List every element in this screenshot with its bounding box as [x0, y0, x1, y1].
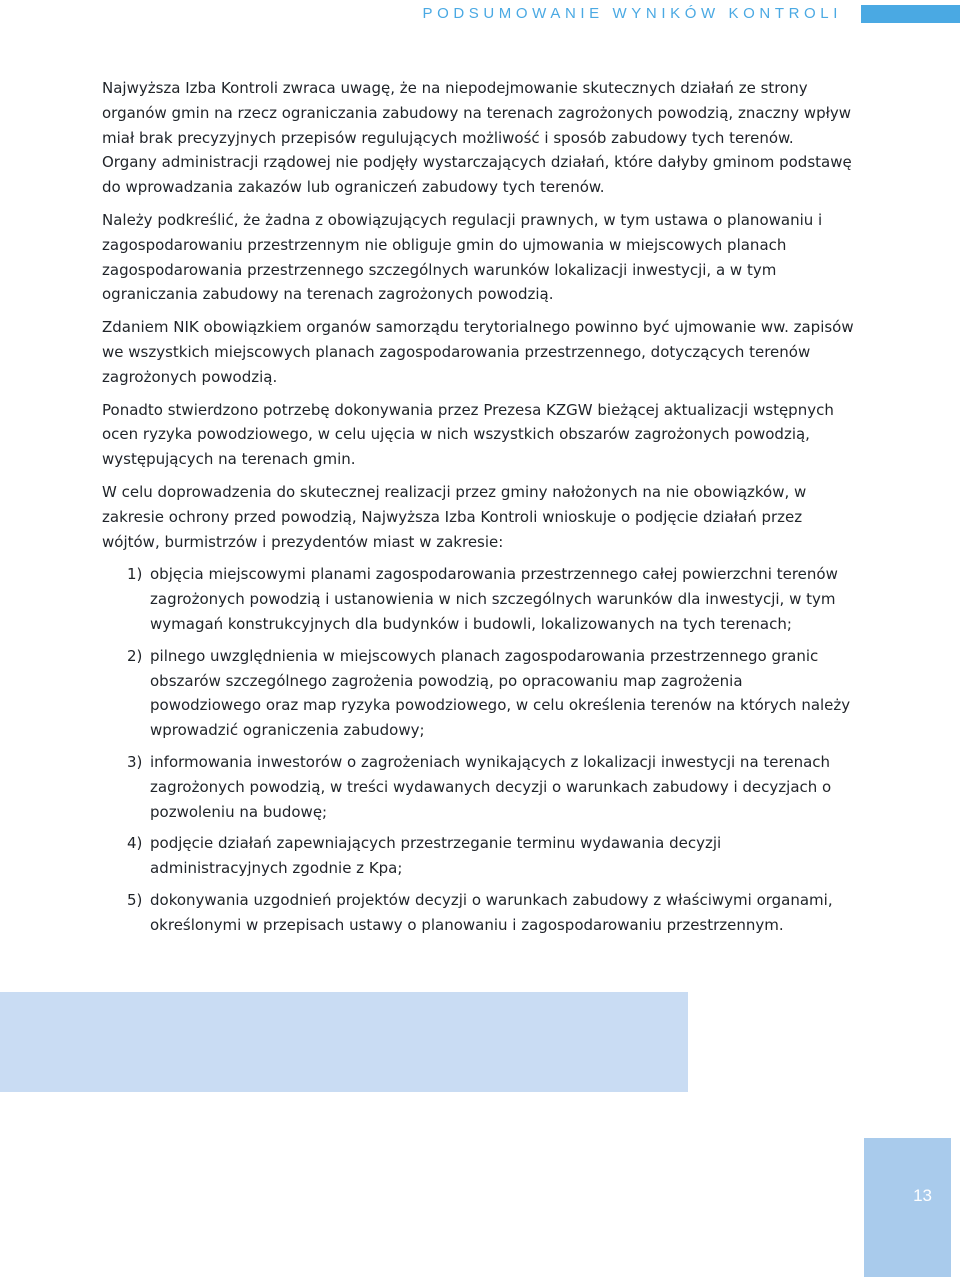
list-item-text: dokonywania uzgodnień projektów decyzji o warunkach zabudowy z właściwymi organami, określonymi w przepisach ustawy o planowaniu i zagospodarowaniu przestrzennym.: [150, 890, 833, 934]
list-item: [102, 750, 858, 824]
list-item-number: 3): [127, 752, 143, 771]
page-number: 13: [913, 1186, 932, 1205]
list-item-number: 4): [127, 834, 143, 853]
request-list: [102, 562, 858, 937]
list-item: [102, 888, 858, 938]
paragraph-nik-opinion: Zdaniem NIK obowiązkiem organów samorządu terytorialnego powinno być ujmowanie ww. zapisów we wszystkich miejscowych planach zagospodarowania przestrzennego, dotyczących terenów zagrożonych powodzią.: [102, 318, 854, 386]
list-item-number: 2): [127, 646, 143, 665]
footer-note-box: [0, 992, 688, 1092]
paragraph-government-bodies: Organy administracji rządowej nie podjęły wystarczających działań, które dałyby gminom podstawę do wprowadzania zakazów lub ograniczeń zabudowy tych terenów.: [102, 153, 852, 197]
list-item-text: informowania inwestorów o zagrożeniach wynikających z lokalizacji inwestycji na terenach zagrożonych powodzią, w treści wydawanych decyzji o warunkach zabudowy i decyzjach o pozwoleniu na budowę;: [150, 752, 832, 821]
document-body: [102, 76, 858, 945]
list-item-text: objęcia miejscowymi planami zagospodarowania przestrzennego całej powierzchni terenów zagrożonych powodzią i ustanowienia w nich szczególnych warunków dla inwestycji, w tym wymagań konstrukcyjnych dla budynków i budowli, lokalizowanych na tych terenach;: [150, 565, 838, 633]
page-number-tab: [864, 1138, 951, 1277]
running-header: PODSUMOWANIE WYNIKÓW KONTROLI: [422, 5, 842, 22]
list-item: [102, 644, 858, 743]
list-item-number: 1): [127, 565, 143, 584]
paragraph-nik-remark: Najwyższa Izba Kontroli zwraca uwagę, że na niepodejmowanie skutecznych działań ze strony organów gmin na rzecz ograniczania zabudowy na terenach zagrożonych powodzią, znaczny wpływ miał brak precyzyjnych przepisów regulujących możliwość i sposób zabudowy tych terenów.: [102, 79, 851, 147]
list-item: [102, 831, 858, 881]
paragraph-kzgw-update: Ponadto stwierdzono potrzebę dokonywania przez Prezesa KZGW bieżącej aktualizacji wstępnych ocen ryzyka powodziowego, w celu ujęcia w nich wszystkich obszarów zagrożonych powodzią, występujących na terenach gmin.: [102, 400, 834, 469]
paragraph-legal-regulations: Należy podkreślić, że żadna z obowiązujących regulacji prawnych, w tym ustawa o planowaniu i zagospodarowaniu przestrzennym nie obliguje gmin do ujmowania w miejscowych planach zagospodarowania przestrzennego szczególnych warunków lokalizacji inwestycji, a w tym ograniczania zabudowy na terenach zagrożonych powodzią.: [102, 210, 823, 304]
paragraph-request-intro: W celu doprowadzenia do skutecznej realizacji przez gminy nałożonych na nie obowiązków, w zakresie ochrony przed powodzią, Najwyższa Izba Kontroli wnioskuje o podjęcie działań przez wójtów, burmistrzów i prezydentów miast w zakresie:: [102, 482, 807, 551]
list-item-number: 5): [127, 890, 143, 909]
list-item: [102, 562, 858, 636]
list-item-text: podjęcie działań zapewniających przestrzeganie terminu wydawania decyzji administracyjnych zgodnie z Kpa;: [150, 834, 722, 878]
list-item-text: pilnego uwzględnienia w miejscowych planach zagospodarowania przestrzennego granic obszarów szczególnego zagrożenia powodzią, po opracowaniu map zagrożenia powodziowego oraz map ryzyka powodziowego, w celu określenia terenów na których należy wprowadzić ograniczenia zabudowy;: [150, 646, 851, 740]
header-accent-bar: [861, 5, 960, 23]
